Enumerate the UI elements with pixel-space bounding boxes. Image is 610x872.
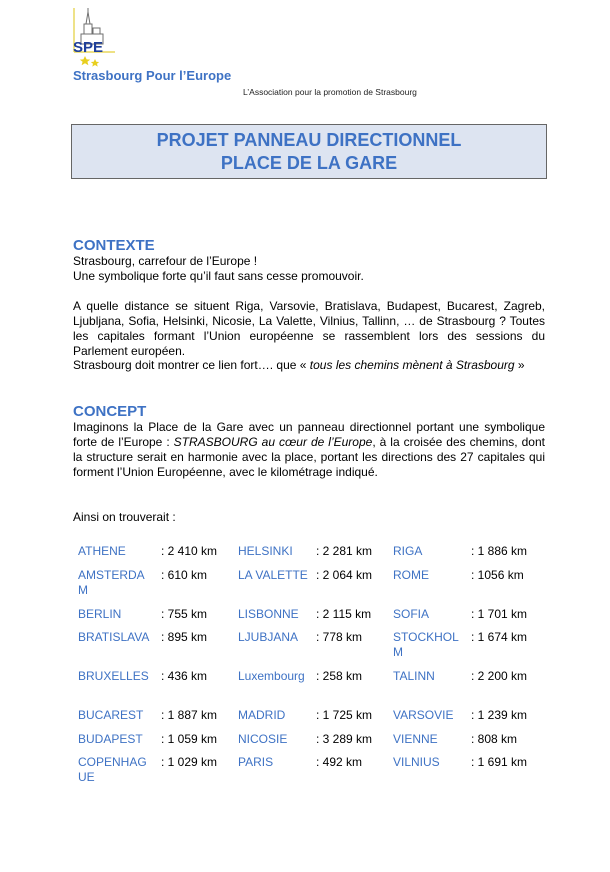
concept-text-start: Imaginons la Place de la Gare avec un panneau directionnel portant une symbolique forte de l’Europe : bbox=[73, 420, 545, 449]
contexte-heading: CONTEXTE bbox=[73, 237, 155, 254]
contexte-conclusion-quote: tous les chemins mènent à Strasbourg bbox=[309, 358, 515, 372]
city-distance: : 2 064 km bbox=[316, 568, 373, 582]
contexte-line-1: Strasbourg, carrefour de l’Europe ! bbox=[73, 254, 258, 268]
city-name: BRUXELLES bbox=[78, 669, 149, 683]
city-distance: : 2 410 km bbox=[161, 544, 218, 558]
title-line-2: PLACE DE LA GARE bbox=[220, 153, 398, 173]
city-distance: : 1 887 km bbox=[161, 708, 218, 722]
contexte-conclusion-end: » bbox=[514, 358, 525, 372]
city-distance: : 2 200 km bbox=[471, 669, 528, 683]
city-name: TALINN bbox=[393, 669, 435, 683]
city-name: VILNIUS bbox=[393, 755, 440, 769]
city-distance: : 1 886 km bbox=[471, 544, 528, 558]
city-distance: : 3 289 km bbox=[316, 732, 373, 746]
city-name: LJUBJANA bbox=[238, 630, 299, 644]
city-name: BERLIN bbox=[78, 607, 122, 621]
city-distance: : 2 281 km bbox=[316, 544, 373, 558]
contexte-line-2: Une symbolique forte qu’il faut sans cesse promouvoir. bbox=[73, 269, 364, 283]
concept-text-end: , à la croisée des chemins, dont la structure serait en harmonie avec la place, portant les directions des 27 capitales qui forment l’Union Européenne, avec le kilométrage indiqué. bbox=[73, 435, 545, 479]
city-distance: : 1056 km bbox=[471, 568, 524, 582]
city-name: LA VALETTE bbox=[238, 568, 308, 582]
city-name: MADRID bbox=[238, 708, 286, 722]
concept-heading: CONCEPT bbox=[73, 403, 147, 420]
city-name: ATHENE bbox=[78, 544, 126, 558]
contexte-conclusion bbox=[73, 358, 545, 373]
city-name: STOCKHOLM bbox=[393, 630, 459, 659]
title-line-1: PROJET PANNEAU DIRECTIONNEL bbox=[156, 130, 462, 150]
city-distance: : 1 725 km bbox=[316, 708, 373, 722]
city-name: VIENNE bbox=[393, 732, 438, 746]
concept-text-italic: STRASBOURG au cœur de l’Europe bbox=[173, 435, 373, 449]
concept-paragraph bbox=[73, 420, 545, 480]
city-distance: : 1 029 km bbox=[161, 755, 218, 769]
city-distance: : 1 059 km bbox=[161, 732, 218, 746]
city-name: PARIS bbox=[238, 755, 274, 769]
city-name: LISBONNE bbox=[238, 607, 299, 621]
city-name: RIGA bbox=[393, 544, 423, 558]
city-name: BUCAREST bbox=[78, 708, 144, 722]
city-name: HELSINKI bbox=[238, 544, 293, 558]
title-box bbox=[71, 124, 547, 179]
city-distance: : 778 km bbox=[316, 630, 363, 644]
city-distance: : 492 km bbox=[316, 755, 363, 769]
city-name: VARSOVIE bbox=[393, 708, 454, 722]
city-name: COPENHAGUE bbox=[78, 755, 147, 784]
city-distance: : 1 674 km bbox=[471, 630, 528, 644]
city-distance: : 1 701 km bbox=[471, 607, 528, 621]
table-intro: Ainsi on trouverait : bbox=[73, 510, 176, 524]
city-distance: : 895 km bbox=[161, 630, 208, 644]
spe-logo bbox=[73, 8, 117, 70]
city-name: BUDAPEST bbox=[78, 732, 143, 746]
city-distance: : 258 km bbox=[316, 669, 363, 683]
contexte-paragraph: A quelle distance se situent Riga, Varsovie, Bratislava, Budapest, Bucarest, Zagreb, Ljubljana, Sofia, Helsinki, Nicosie, La Valette, Vilnius, Tallinn, … de Strasbourg ? Toutes les capitales formant l’Union européenne se rassemblent lors des sessions du Parlement européen. bbox=[73, 299, 545, 358]
city-name: BRATISLAVA bbox=[78, 630, 150, 644]
city-name: ROME bbox=[393, 568, 429, 582]
contexte-intro bbox=[73, 254, 545, 284]
city-distance: : 610 km bbox=[161, 568, 208, 582]
city-name: NICOSIE bbox=[238, 732, 288, 746]
city-distance: : 755 km bbox=[161, 607, 208, 621]
city-distance: : 436 km bbox=[161, 669, 208, 683]
city-name: AMSTERDAM bbox=[78, 568, 145, 597]
city-distance: : 808 km bbox=[471, 732, 518, 746]
logo-text: SPE bbox=[73, 39, 104, 56]
city-name: SOFIA bbox=[393, 607, 430, 621]
city-distance: : 1 691 km bbox=[471, 755, 528, 769]
organization-tagline: L’Association pour la promotion de Strasbourg bbox=[243, 87, 417, 97]
city-distance: : 2 115 km bbox=[316, 607, 372, 621]
contexte-conclusion-start: Strasbourg doit montrer ce lien fort…. que « bbox=[73, 358, 310, 372]
city-distance: : 1 239 km bbox=[471, 708, 528, 722]
city-name: Luxembourg bbox=[238, 669, 305, 683]
organization-name: Strasbourg Pour l’Europe bbox=[73, 68, 232, 83]
